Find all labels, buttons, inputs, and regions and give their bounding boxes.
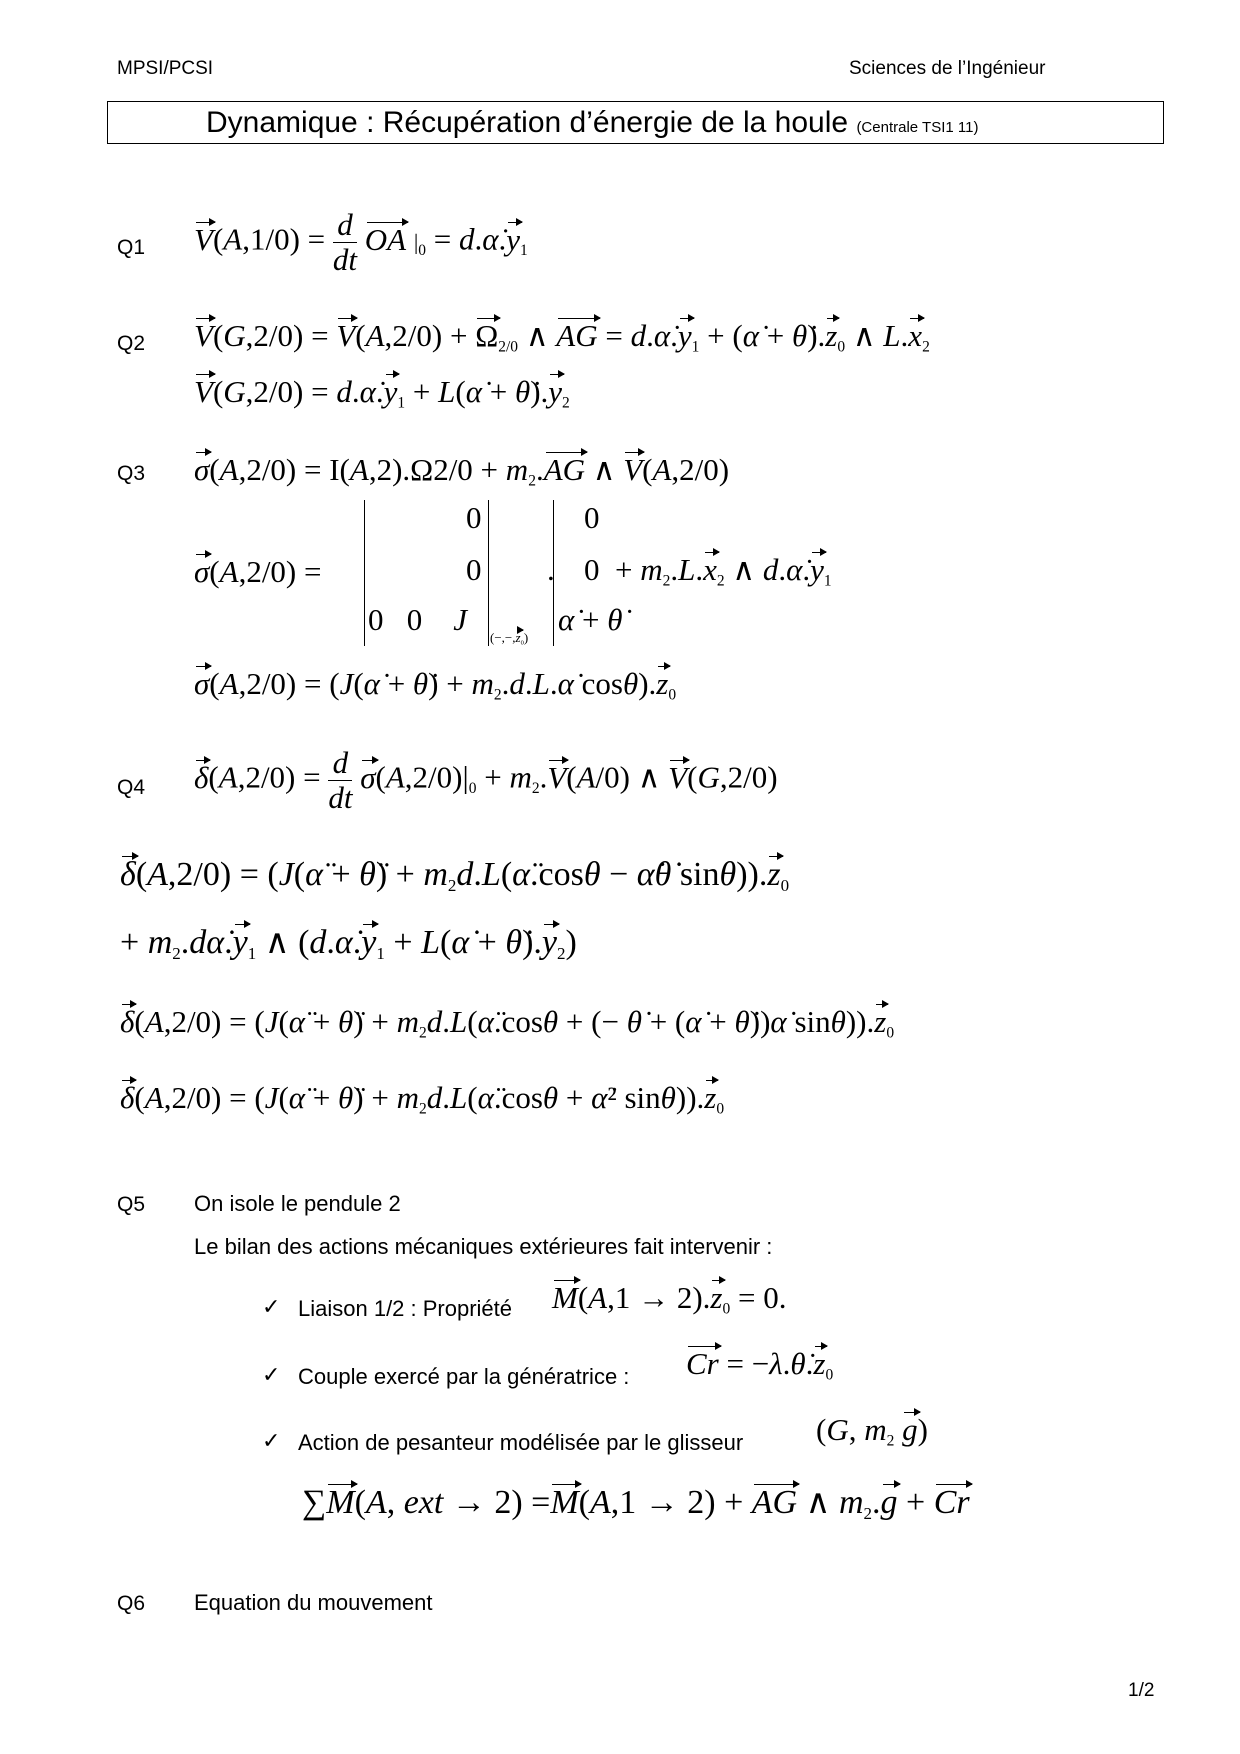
q6-label: Q6 bbox=[117, 1592, 146, 1615]
q3-equation-3: σ(A,2/0) = (J(α̇ + θ̇) + $m_2.d.L.\alphȧ$ $\cos\theta).z_0$ bbox=[194, 666, 677, 704]
title-main-text: Dynamique : Récupération d’énergie de la houle bbox=[206, 106, 849, 139]
matrix-r1: 0 bbox=[466, 500, 482, 535]
q4-equation-5: δ(A,2/0) = (J(α̈ + θ̈) + $m_2d.L(\alphä.\cos\theta$ + α̇² $\sin\theta)).z_0$ bbox=[120, 1080, 725, 1118]
q5-line-2: Le bilan des actions mécaniques extérieures fait intervenir : bbox=[194, 1234, 773, 1259]
page-number: 1/2 bbox=[1128, 1680, 1155, 1701]
vector-r3: α̇ + θ̇ bbox=[558, 602, 623, 637]
q5-item-2-text: Couple exercé par la génératrice : bbox=[298, 1364, 630, 1389]
vector-r2: $0 + m_2.L.x_2$ ∧ $d.\alphȧ.y_1$ bbox=[584, 552, 832, 590]
vector-r1: 0 bbox=[584, 500, 600, 535]
matrix-bar-right bbox=[488, 500, 489, 646]
q2-equation-1: $V(G,2/0) = V(A,2/0) + \Omega_{2/0}$ ∧ AG = $d.\alphȧ.y_1$ + (α̇ + $\thetȧ).z_0$ ∧ $L.x_2$ bbox=[194, 318, 930, 356]
check-icon-1: ✓ bbox=[262, 1294, 281, 1319]
matrix-basis: $(-,-,z_0)$ bbox=[490, 630, 529, 647]
check-icon-2: ✓ bbox=[262, 1362, 281, 1387]
matrix-r2: 0 bbox=[466, 552, 482, 587]
q5-label: Q5 bbox=[117, 1193, 146, 1216]
q4-equation-2: δ(A,2/0) = (J(α̈ + θ̈) + $m_2d.L(\alphä.\cos\theta$ − α̇θ̇ $\sin\theta)).z_0$ bbox=[120, 856, 790, 895]
q5-item-1-text: Liaison 1/2 : Propriété bbox=[298, 1296, 513, 1321]
matrix-bar-left bbox=[364, 500, 365, 646]
q5-item-3-text: Action de pesanteur modélisée par le glisseur bbox=[298, 1430, 744, 1455]
header-left: MPSI/PCSI bbox=[117, 58, 214, 79]
q2-label: Q2 bbox=[117, 332, 146, 355]
matrix-dot: . bbox=[547, 552, 555, 587]
q3-equation-1: $\sigma(A,2/0) = I(A,2).\Omega 2/0 + m_2.AG$ ∧ V(A,2/0) bbox=[194, 452, 730, 490]
q5-line-1: On isole le pendule 2 bbox=[194, 1191, 401, 1216]
page-title bbox=[206, 106, 978, 140]
check-icon-3: ✓ bbox=[262, 1428, 281, 1453]
header-right: Sciences de l’Ingénieur bbox=[849, 58, 1046, 79]
q4-equation-4: δ(A,2/0) = (J(α̈ + θ̈) + $m_2d.L(\alphä.\cos\theta$ + (− θ̇ + (α̇ + θ̇))α̇ $\sin\theta)).z_0$ bbox=[120, 1004, 895, 1042]
q1-label: Q1 bbox=[117, 236, 146, 259]
q4-label: Q4 bbox=[117, 776, 146, 799]
title-box bbox=[107, 101, 1164, 144]
q6-line-1: Equation du mouvement bbox=[194, 1590, 433, 1615]
q5-item-3-equation: (G, $m_2$ g) bbox=[816, 1412, 928, 1450]
q5-moment-equation: ∑M(A, ext → 2) =M(A,1 → 2) + AG ∧ $m_2.g + Cr$ bbox=[302, 1484, 970, 1523]
q3-equation-2-lhs: σ(A,2/0) = bbox=[194, 554, 322, 589]
q4-equation-3: + $m_2.d\alphȧ.y_1$ ∧ ($d.\alphȧ.y_1$ + L(α̇ + $\thetȧ).y_2$) bbox=[120, 924, 577, 963]
q3-label: Q3 bbox=[117, 462, 146, 485]
q4-equation-1: δ(A,2/0) = $\frac{d}{dt}$ $\sigma(A,2/0)|_0 + m_2.V(A/0)$ ∧ V(G,2/0) bbox=[194, 745, 778, 816]
q5-item-1-equation: $M(A,1 \to 2).z_0 = 0$. bbox=[552, 1280, 787, 1318]
q1-equation: V(A,1/0) = $\frac{d}{dt}$ OA $|_0$ = $d.\alphȧ.y_1$ bbox=[194, 207, 528, 278]
q2-equation-2: $V(G,2/0) = d.\alphȧ.y_1$ + L(α̇ + $\thetȧ).y_2$ bbox=[194, 374, 570, 412]
q5-item-2-equation: $Cr = -\lambda.\thetȧ.z_0$ bbox=[686, 1346, 834, 1384]
title-source: (Centrale TSI1 11) bbox=[856, 119, 979, 136]
matrix-r3: 0 0 J bbox=[368, 602, 468, 637]
